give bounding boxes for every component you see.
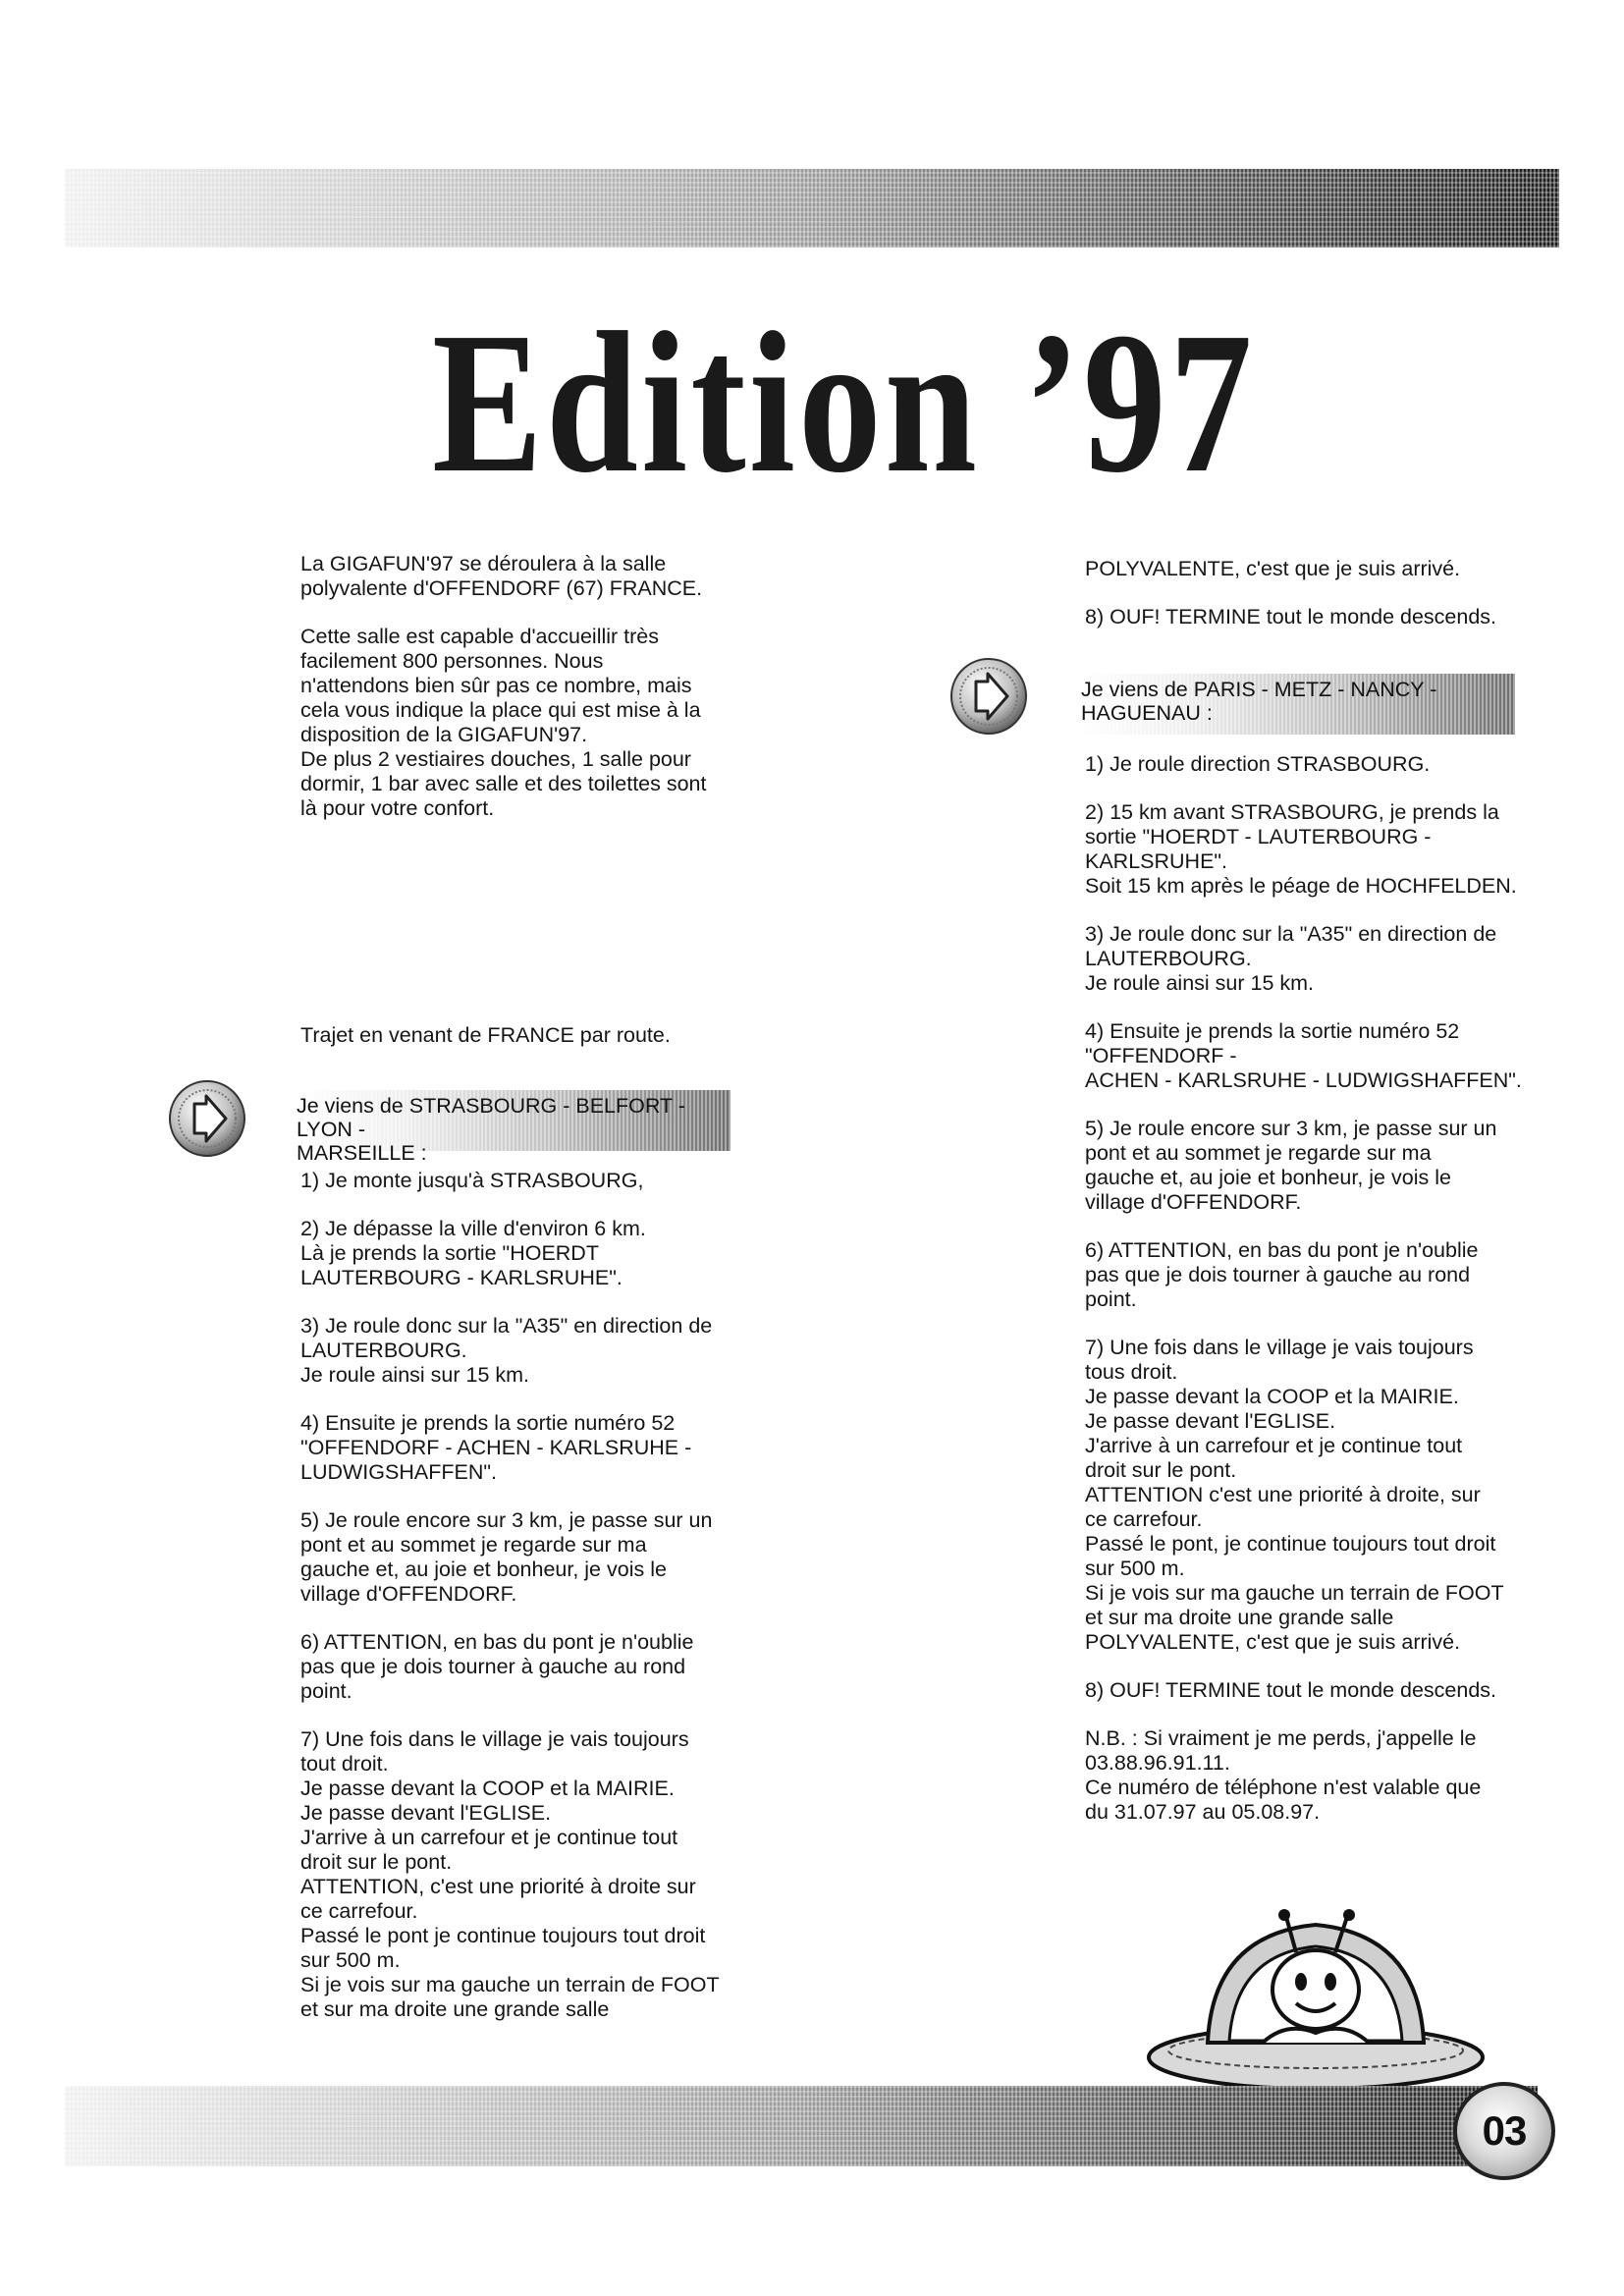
route-step: 7) Une fois dans le village je vais toujours tous droit. Je passe devant la COOP et la MAIRIE. Je passe devant l'EGLISE. J'arrive à un carrefour et je continue tout droit sur le pont. ATTENTION c'est une priorité à droite, sur ce carrefour. Passé le pont, je continue toujours tout droit sur 500 m. Si je vois sur ma gauche un terrain de FOOT et sur ma droite une grande salle POLYVALENTE, c'est que je suis arrivé. (1085, 1336, 1504, 1654)
route-step: 5) Je roule encore sur 3 km, je passe sur un pont et au sommet je regarde sur ma gauche et, au joie et bonheur, je vois le village d'OFFENDORF. (300, 1508, 713, 1606)
route-step: 7) Une fois dans le village je vais toujours tout droit. Je passe devant la COOP et la MAIRIE. Je passe devant l'EGLISE. J'arrive à un carrefour et je continue tout droit sur le pont. ATTENTION, c'est une priorité à droite sur ce carrefour. Passé le pont je continue toujours tout droit sur 500 m. Si je vois sur ma gauche un terrain de FOOT et sur ma droite une grande salle (300, 1727, 720, 2021)
note-paragraph: N.B. : Si vraiment je me perds, j'appelle le 03.88.96.91.11. Ce numéro de téléphone n'est valable que du 31.07.97 au 05.08.97. (1085, 1726, 1482, 1824)
route-step: 2) Je dépasse la ville d'environ 6 km. Là je prends la sortie "HOERDT LAUTERBOURG - KARLSRUHE". (300, 1217, 646, 1289)
left-route-steps (300, 1169, 791, 2022)
route-banner-text: Je viens de STRASBOURG - BELFORT - LYON - MARSEILLE : (297, 1094, 685, 1165)
bottom-decorative-band (65, 2086, 1538, 2166)
right-column-continuation (1085, 557, 1576, 653)
top-decorative-band (65, 169, 1559, 247)
route-title-text: Trajet en venant de FRANCE par route. (300, 1023, 671, 1047)
route-step: 4) Ensuite je prends la sortie numéro 52 "OFFENDORF - ACHEN - KARLSRUHE - LUDWIGSHAFFEN". (300, 1411, 692, 1484)
route-step: 1) Je roule direction STRASBOURG. (1085, 752, 1431, 776)
route-step: 6) ATTENTION, en bas du pont je n'oublie pas que je dois tourner à gauche au rond point. (1085, 1238, 1479, 1311)
continuation-line: POLYVALENTE, c'est que je suis arrivé. (1085, 557, 1461, 580)
right-arrow-icon (167, 1078, 247, 1159)
route-banner-paris (1081, 674, 1515, 735)
route-step: 2) 15 km avant STRASBOURG, je prends la sortie "HOERDT - LAUTERBOURG - KARLSRUHE". Soit 15 km après le péage de HOCHFELDEN. (1085, 800, 1517, 898)
route-step: 5) Je roule encore sur 3 km, je passe sur un pont et au sommet je regarde sur ma gauche et, au joie et bonheur, je vois le village d'OFFENDORF. (1085, 1117, 1497, 1214)
continuation-step-8: 8) OUF! TERMINE tout le monde descends. (1085, 605, 1497, 629)
route-step: 4) Ensuite je prends la sortie numéro 52 "OFFENDORF - ACHEN - KARLSRUHE - LUDWIGSHAFFEN". (1085, 1019, 1522, 1092)
intro-section (300, 552, 791, 845)
right-route-steps (1085, 752, 1576, 1825)
page-number-badge (1453, 2082, 1555, 2180)
page-title: Edition ’97 (432, 290, 1256, 515)
right-arrow-icon (948, 656, 1029, 737)
intro-paragraph-1: La GIGAFUN'97 se déroulera à la salle polyvalente d'OFFENDORF (67) FRANCE. (300, 552, 703, 600)
route-step: 3) Je roule donc sur la "A35" en direction de LAUTERBOURG. Je roule ainsi sur 15 km. (300, 1314, 713, 1387)
route-section-title (300, 1023, 772, 1071)
route-step: 1) Je monte jusqu'à STRASBOURG, (300, 1169, 644, 1192)
route-step: 8) OUF! TERMINE tout le monde descends. (1085, 1678, 1497, 1702)
route-banner-strasbourg (297, 1090, 731, 1165)
page-number: 03 (1482, 2107, 1527, 2154)
route-step: 6) ATTENTION, en bas du pont je n'oublie pas que je dois tourner à gauche au rond point. (300, 1630, 694, 1703)
intro-paragraph-2: Cette salle est capable d'accueillir très facilement 800 personnes. Nous n'attendons bien sûr pas ce nombre, mais cela vous indique la place qui est mise à la disposition de la GIGAFUN'97. De plus 2 vestiaires douches, 1 salle pour dormir, 1 bar avec salle et des toilettes sont là pour votre confort. (300, 625, 707, 820)
route-banner-text: Je viens de PARIS - METZ - NANCY - HAGUENAU : (1081, 678, 1437, 725)
alien-ufo-mascot (1139, 1895, 1492, 2092)
route-step: 3) Je roule donc sur la "A35" en direction de LAUTERBOURG. Je roule ainsi sur 15 km. (1085, 922, 1497, 995)
